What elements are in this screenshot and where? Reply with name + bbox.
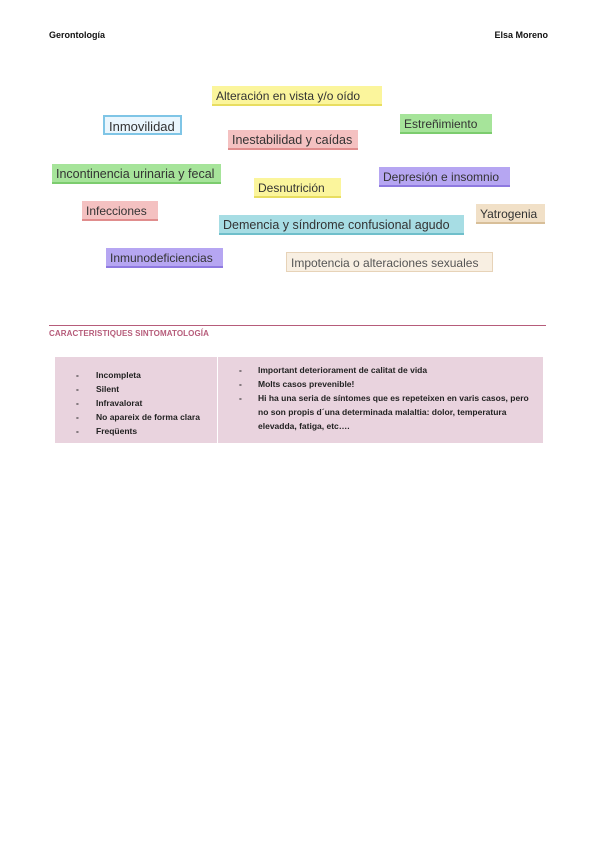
tag-alteracion-vista: Alteración en vista y/o oído xyxy=(212,86,382,106)
tag-depresion: Depresión e insomnio xyxy=(379,167,510,187)
symptoms-right-list xyxy=(218,363,533,433)
tag-demencia: Demencia y síndrome confusional agudo xyxy=(219,215,464,235)
header-author: Elsa Moreno xyxy=(494,30,548,40)
tag-inmunodeficiencias: Inmunodeficiencias xyxy=(106,248,223,268)
list-item: - No apareix de forma clara xyxy=(55,410,217,424)
list-item: - Silent xyxy=(55,382,217,396)
tag-inestabilidad: Inestabilidad y caídas xyxy=(228,130,358,150)
tag-iatrogenia: Yatrogenia xyxy=(476,204,545,224)
tag-incontinencia: Incontinencia urinaria y fecal xyxy=(52,164,221,184)
section-title: CARACTERISTIQUES SINTOMATOLOGÍA xyxy=(49,329,209,338)
header-title: Gerontología xyxy=(49,30,105,40)
tag-inmovilidad: Inmovilidad xyxy=(103,115,182,135)
tag-impotencia: Impotencia o alteraciones sexuales xyxy=(286,252,493,272)
list-item: - Molts casos prevenible! xyxy=(218,377,533,391)
tag-desnutricion: Desnutrición xyxy=(254,178,341,198)
tag-estrenimiento: Estreñimiento xyxy=(400,114,492,134)
symptoms-right-column xyxy=(218,357,543,443)
symptoms-panel xyxy=(55,357,543,443)
list-item: - Freqüents xyxy=(55,424,217,438)
symptoms-left-column xyxy=(55,357,218,443)
symptoms-left-list xyxy=(55,368,217,438)
tag-infecciones: Infecciones xyxy=(82,201,158,221)
list-item: - Infravalorat xyxy=(55,396,217,410)
section-divider xyxy=(49,325,546,326)
list-item: - Hi ha una seria de síntomes que es repeteixen en varis casos, pero no son propis d´una determinada malaltia: dolor, temperatura elevadda, fatiga, etc…. xyxy=(218,391,533,433)
list-item: - Incompleta xyxy=(55,368,217,382)
list-item: - Important deteriorament de calitat de vida xyxy=(218,363,533,377)
